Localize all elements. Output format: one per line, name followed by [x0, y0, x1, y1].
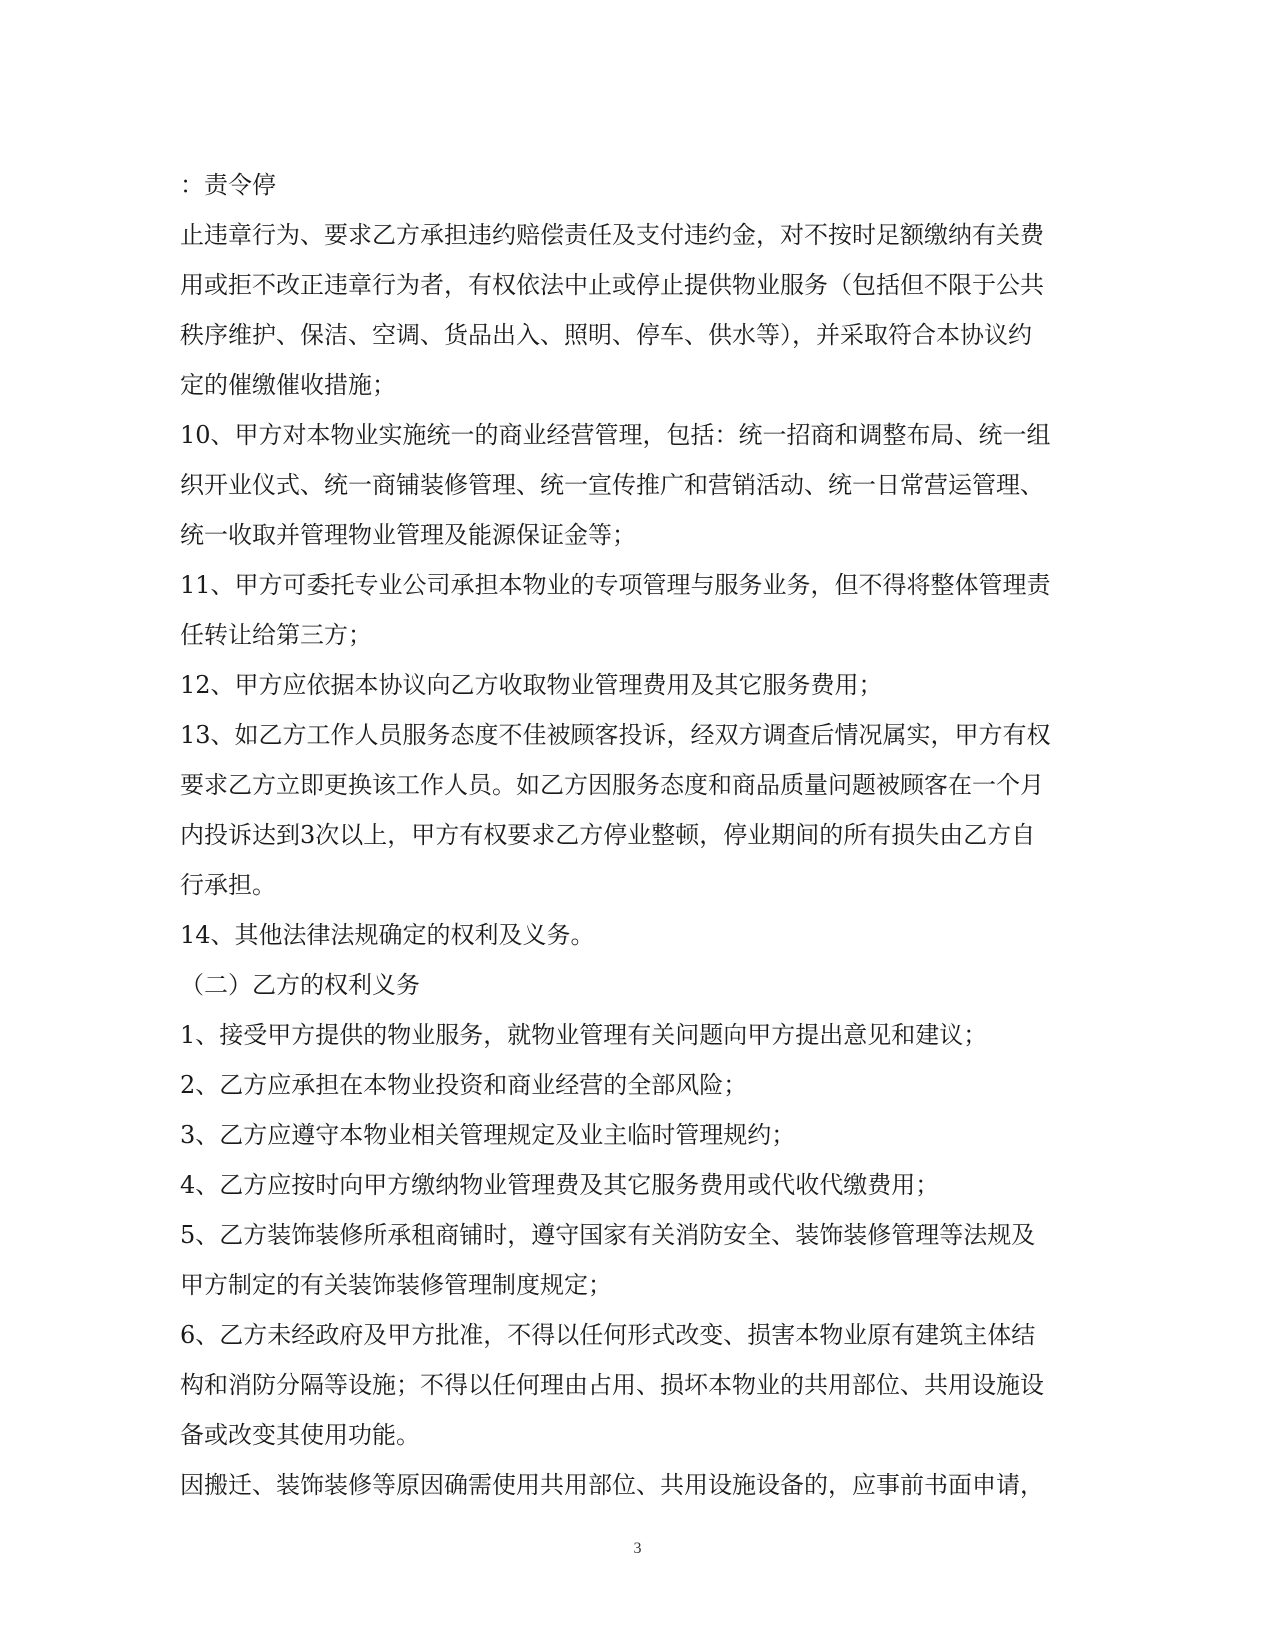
text-line: 因搬迁、装饰装修等原因确需使用共用部位、共用设施设备的，应事前书面申请，	[180, 1471, 1044, 1499]
text-line: 6、乙方未经政府及甲方批准，不得以任何形式改变、损害本物业原有建筑主体结	[180, 1321, 1036, 1349]
text-line: 要求乙方立即更换该工作人员。如乙方因服务态度和商品质量问题被顾客在一个月	[180, 771, 1044, 799]
text-line: 定的催缴催收措施；	[180, 371, 396, 399]
text-line: 2、乙方应承担在本物业投资和商业经营的全部风险；	[180, 1071, 748, 1099]
text-line: 3、乙方应遵守本物业相关管理规定及业主临时管理规约；	[180, 1121, 796, 1149]
text-line: 备或改变其使用功能。	[180, 1421, 420, 1449]
text-line: 秩序维护、保洁、空调、货品出入、照明、停车、供水等），并采取符合本协议约	[180, 321, 1032, 349]
text-line: ：责令停	[180, 171, 276, 199]
text-line: 5、乙方装饰装修所承租商铺时，遵守国家有关消防安全、装饰装修管理等法规及	[180, 1221, 1036, 1249]
section-heading: （二）乙方的权利义务	[180, 971, 420, 999]
text-line: 10、甲方对本物业实施统一的商业经营管理，包括：统一招商和调整布局、统一组	[180, 421, 1051, 449]
text-line: 14、其他法律法规确定的权利及义务。	[180, 921, 595, 949]
body-text	[180, 160, 1080, 1510]
text-line: 4、乙方应按时向甲方缴纳物业管理费及其它服务费用或代收代缴费用；	[180, 1171, 940, 1199]
text-line: 止违章行为、要求乙方承担违约赔偿责任及支付违约金，对不按时足额缴纳有关费	[180, 221, 1044, 249]
text-line: 12、甲方应依据本协议向乙方收取物业管理费用及其它服务费用；	[180, 671, 883, 699]
text-line: 任转让给第三方；	[180, 621, 372, 649]
text-line: 11、甲方可委托专业公司承担本物业的专项管理与服务业务，但不得将整体管理责	[180, 571, 1051, 599]
text-line: 用或拒不改正违章行为者，有权依法中止或停止提供物业服务（包括但不限于公共	[180, 271, 1044, 299]
text-line: 内投诉达到3次以上，甲方有权要求乙方停业整顿，停业期间的所有损失由乙方自	[180, 821, 1036, 849]
page-number: 3	[633, 1540, 642, 1557]
text-line: 1、接受甲方提供的物业服务，就物业管理有关问题向甲方提出意见和建议；	[180, 1021, 988, 1049]
text-line: 织开业仪式、统一商铺装修管理、统一宣传推广和营销活动、统一日常营运管理、	[180, 471, 1044, 499]
text-line: 13、如乙方工作人员服务态度不佳被顾客投诉，经双方调查后情况属实，甲方有权	[180, 721, 1051, 749]
text-line: 统一收取并管理物业管理及能源保证金等；	[180, 521, 636, 549]
text-line: 行承担。	[180, 871, 276, 899]
text-line: 构和消防分隔等设施；不得以任何理由占用、损坏本物业的共用部位、共用设施设	[180, 1371, 1044, 1399]
text-line: 甲方制定的有关装饰装修管理制度规定；	[180, 1271, 612, 1299]
